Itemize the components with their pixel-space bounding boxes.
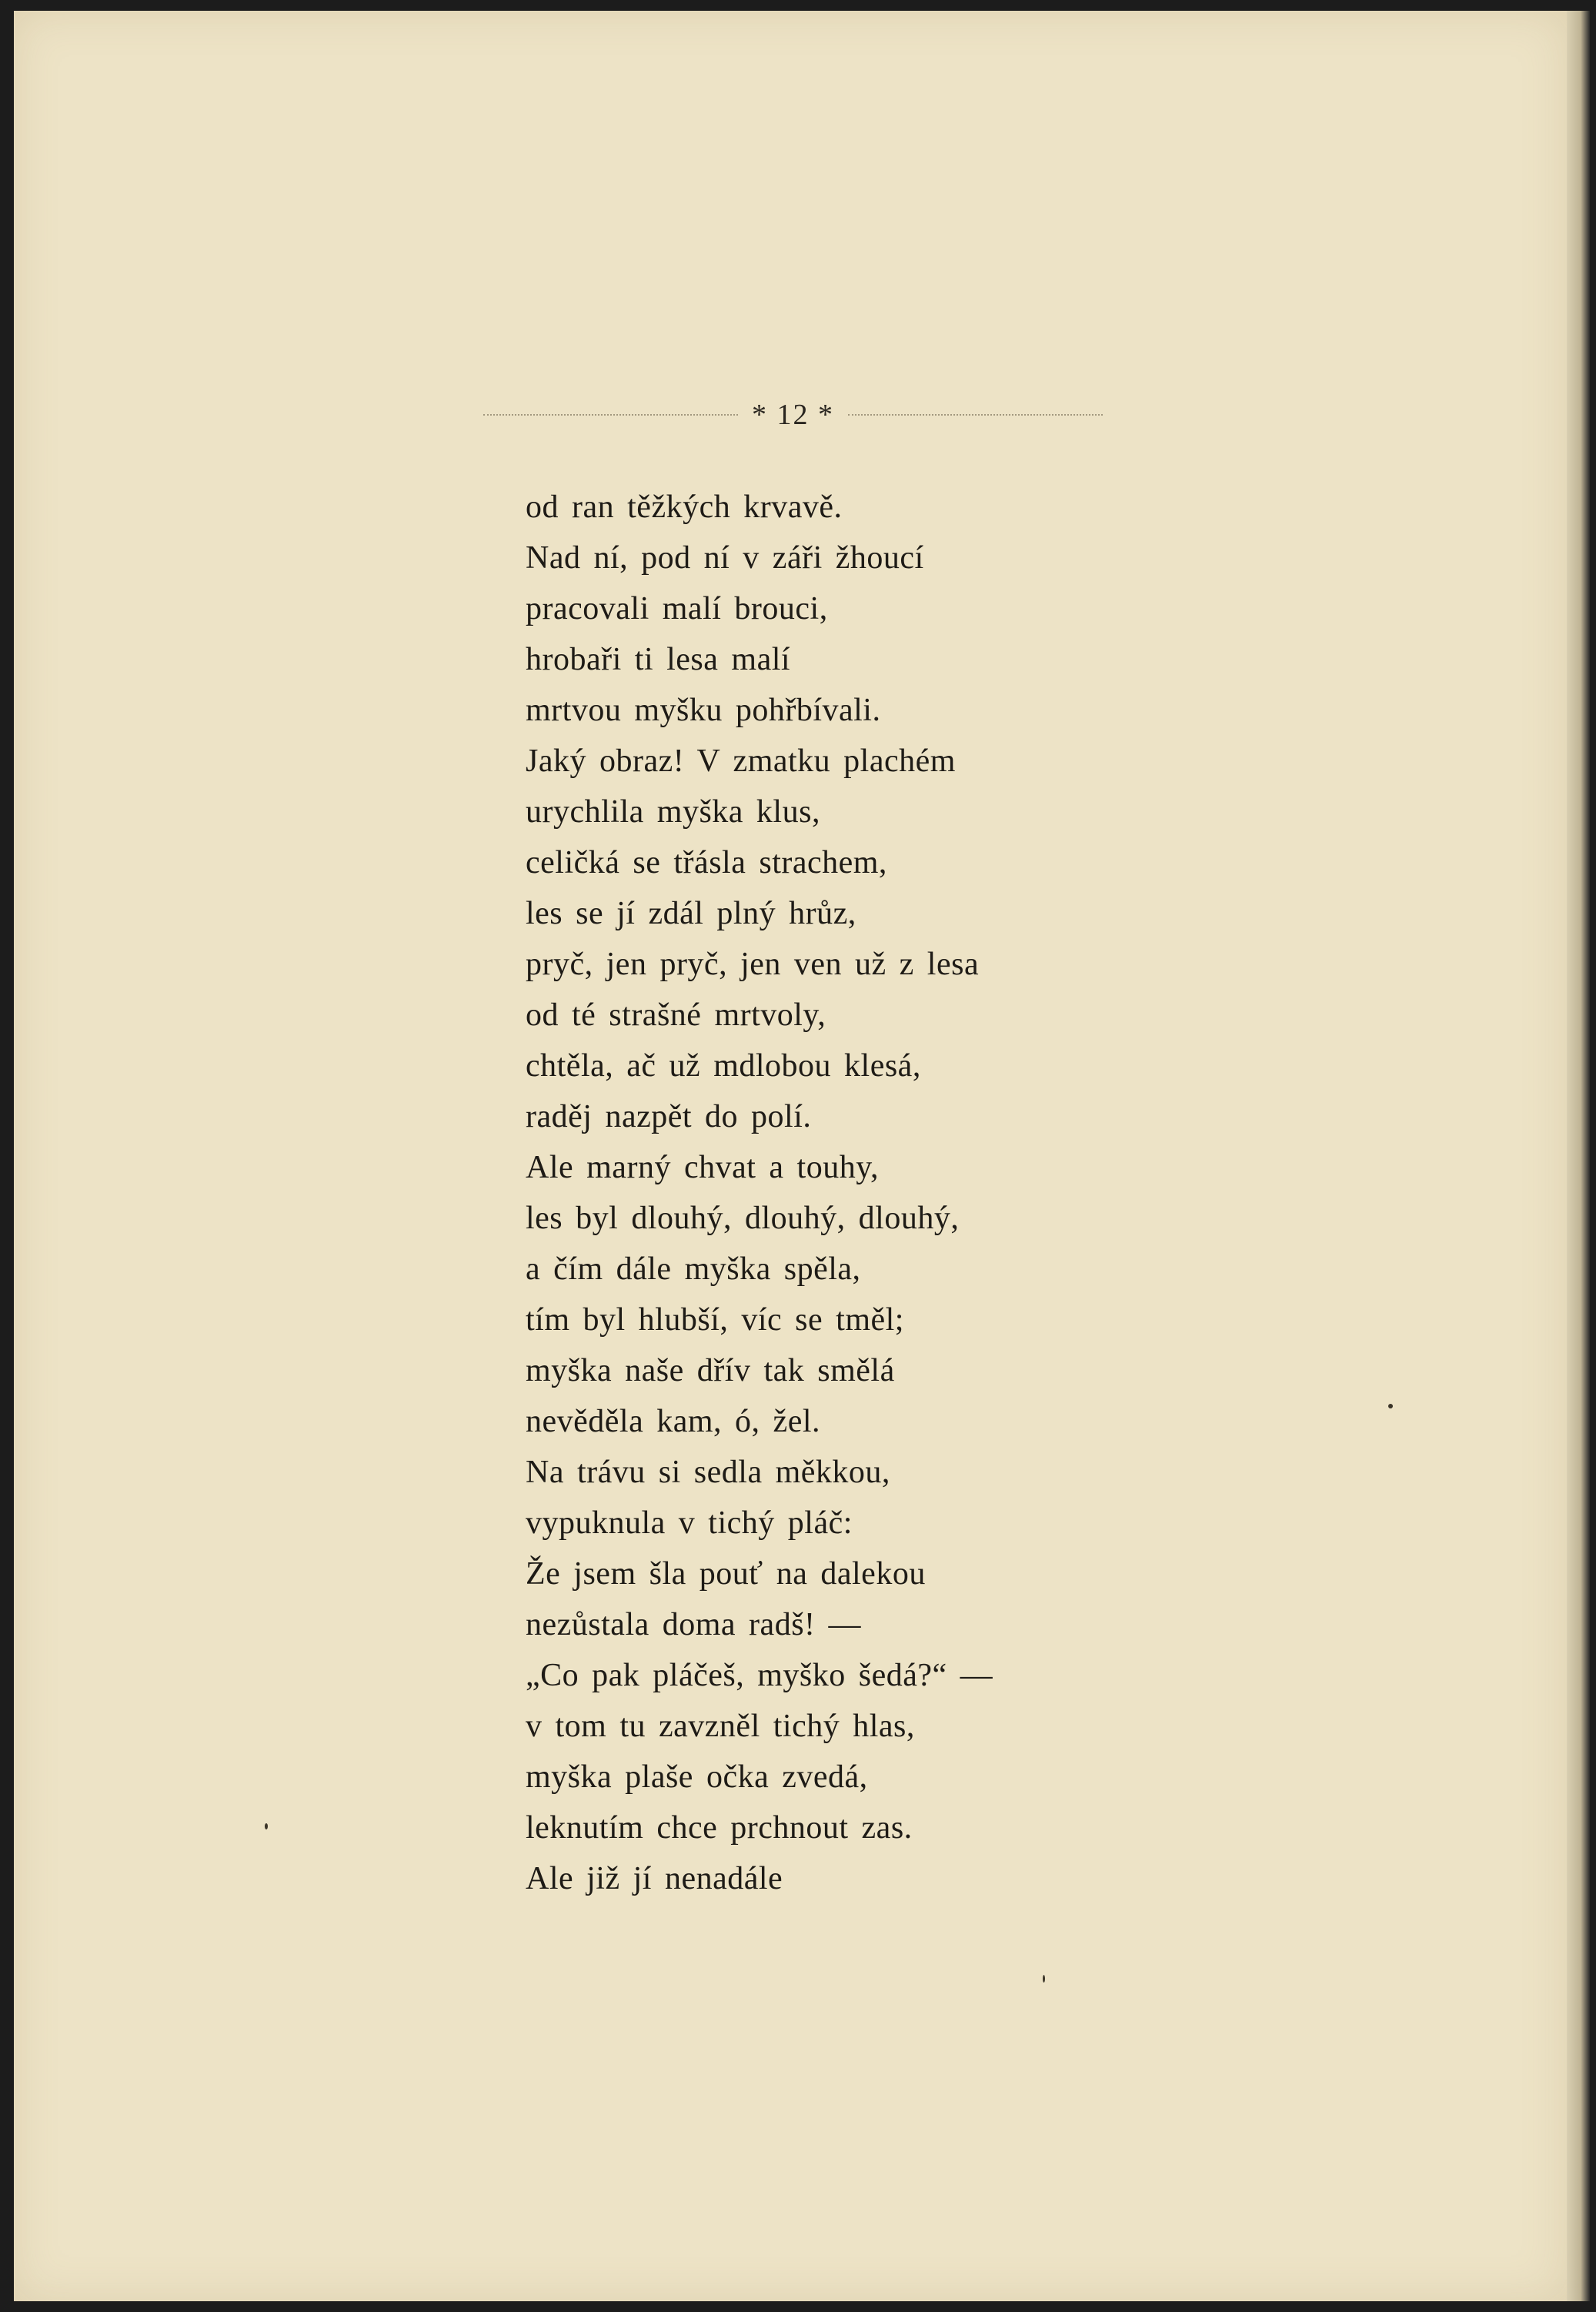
- verse-line: urychlila myška klus,: [526, 794, 820, 830]
- verse-line: Na trávu si sedla měkkou,: [526, 1455, 890, 1490]
- verse-line: nezůstala doma radš! —: [526, 1607, 862, 1642]
- verse-line: myška naše dřív tak smělá: [526, 1353, 895, 1388]
- verse-line: pryč, jen pryč, jen ven už z lesa: [526, 947, 980, 982]
- verse-line: Jaký obraz! V zmatku plachém: [526, 743, 956, 779]
- verse-line: Že jsem šla pouť na dalekou: [526, 1556, 926, 1592]
- verse-line: celičká se třásla strachem,: [526, 845, 887, 880]
- header-rule-right: [848, 414, 1103, 416]
- paper-speck: [1043, 1975, 1045, 1983]
- book-page: [14, 11, 1567, 2301]
- verse-line: chtěla, ač už mdlobou klesá,: [526, 1048, 921, 1084]
- verse-line: vypuknula v tichý pláč:: [526, 1505, 853, 1541]
- verse-line: myška plaše očka zvedá,: [526, 1759, 868, 1795]
- verse-line: a čím dále myška spěla,: [526, 1251, 861, 1287]
- paper-speck: [265, 1823, 268, 1829]
- verse-line: raděj nazpět do polí.: [526, 1099, 812, 1134]
- verse-line: les byl dlouhý, dlouhý, dlouhý,: [526, 1201, 960, 1236]
- verse-line: Ale marný chvat a touhy,: [526, 1150, 879, 1185]
- verse-line: „Co pak pláčeš, myško šedá?“ —: [526, 1658, 993, 1693]
- page-header: [483, 396, 1103, 434]
- page-number: * 12 *: [752, 399, 834, 431]
- verse-line: v tom tu zavzněl tichý hlas,: [526, 1709, 915, 1744]
- verse-line: les se jí zdál plný hrůz,: [526, 896, 856, 931]
- verse-line: Ale již jí nenadále: [526, 1861, 783, 1896]
- verse-line: od té strašné mrtvoly,: [526, 997, 826, 1033]
- verse-line: Nad ní, pod ní v záři žhoucí: [526, 540, 924, 576]
- verse-line: leknutím chce prchnout zas.: [526, 1810, 913, 1846]
- verse-line: mrtvou myšku pohřbívali.: [526, 693, 881, 728]
- verse-line: tím byl hlubší, víc se tměl;: [526, 1302, 904, 1338]
- paper-speck: [1388, 1404, 1393, 1408]
- scan-edge: [1567, 11, 1590, 2301]
- verse-line: od ran těžkých krvavě.: [526, 489, 843, 525]
- verse-line: hrobaři ti lesa malí: [526, 642, 791, 677]
- header-rule-left: [483, 414, 738, 416]
- verse-line: pracovali malí brouci,: [526, 591, 828, 626]
- poem-text: [526, 482, 1126, 1904]
- verse-line: nevěděla kam, ó, žel.: [526, 1404, 820, 1439]
